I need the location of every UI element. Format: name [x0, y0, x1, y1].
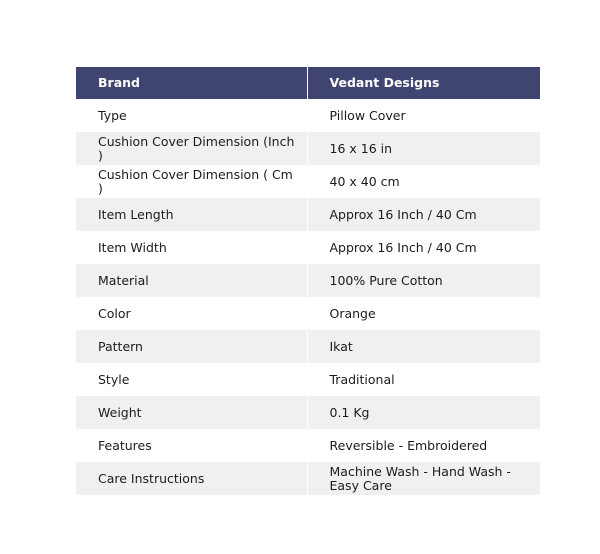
table-body: [76, 99, 540, 495]
row-value: Approx 16 Inch / 40 Cm: [307, 198, 540, 231]
row-label: Item Width: [76, 231, 307, 264]
header-brand-label: Brand: [76, 67, 307, 99]
table-row: [76, 330, 540, 363]
table-row: [76, 99, 540, 132]
table-row: [76, 264, 540, 297]
header-brand-value: Vedant Designs: [307, 67, 540, 99]
row-value: Ikat: [307, 330, 540, 363]
row-value: 0.1 Kg: [307, 396, 540, 429]
row-label: Cushion Cover Dimension ( Cm ): [76, 165, 307, 198]
table-row: [76, 429, 540, 462]
row-value: Reversible - Embroidered: [307, 429, 540, 462]
row-value: 40 x 40 cm: [307, 165, 540, 198]
header-row: [76, 67, 540, 99]
row-label: Features: [76, 429, 307, 462]
row-value: 100% Pure Cotton: [307, 264, 540, 297]
row-label: Style: [76, 363, 307, 396]
row-value: Orange: [307, 297, 540, 330]
table-row: [76, 297, 540, 330]
row-value: Traditional: [307, 363, 540, 396]
table-row: [76, 363, 540, 396]
row-value: Machine Wash - Hand Wash - Easy Care: [307, 462, 540, 495]
row-label: Color: [76, 297, 307, 330]
product-spec-table: [76, 67, 540, 495]
table-row: [76, 165, 540, 198]
table-row: [76, 462, 540, 495]
row-value: Approx 16 Inch / 40 Cm: [307, 231, 540, 264]
table-header: [76, 67, 540, 99]
row-label: Pattern: [76, 330, 307, 363]
row-label: Weight: [76, 396, 307, 429]
row-label: Material: [76, 264, 307, 297]
table-row: [76, 132, 540, 165]
row-value: 16 x 16 in: [307, 132, 540, 165]
row-label: Cushion Cover Dimension (Inch ): [76, 132, 307, 165]
row-value: Pillow Cover: [307, 99, 540, 132]
table-row: [76, 198, 540, 231]
row-label: Type: [76, 99, 307, 132]
table-row: [76, 396, 540, 429]
row-label: Care Instructions: [76, 462, 307, 495]
table-row: [76, 231, 540, 264]
row-label: Item Length: [76, 198, 307, 231]
